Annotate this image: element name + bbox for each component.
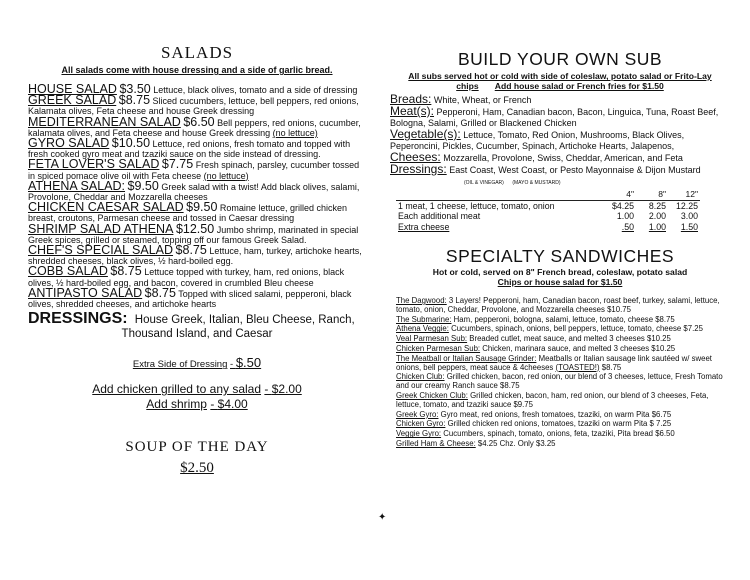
salad-price: $3.50 — [119, 82, 151, 96]
salad-name: SHRIMP SALAD ATHENA — [28, 221, 174, 236]
price-cell: .50 — [621, 221, 634, 232]
sandwich-price: $8.75 — [655, 314, 675, 324]
salad-name: GYRO SALAD — [28, 136, 110, 151]
price-cell: 1.50 — [680, 221, 698, 232]
salad-desc: Greek salad with a twist! Add black olives, salami, Provolone, Cheddar and Mozzarella cheeses — [28, 181, 360, 203]
sub-option-text: White, Wheat, or French — [433, 95, 532, 105]
salad-note: (no lettuce) — [272, 127, 318, 138]
sandwich-note: (TOASTED!) — [555, 362, 600, 372]
list-item — [396, 430, 730, 439]
salad-price: $6.50 — [183, 114, 215, 129]
sandwich-desc: Grilled chicken red onions, tomatoes, tzaziki on warm Pita $ — [447, 419, 654, 429]
sandwich-name: Greek Gyro: — [396, 409, 439, 419]
list-item — [396, 411, 730, 420]
table-row — [396, 211, 700, 222]
sandwich-name: Chicken Parmesan Sub: — [396, 343, 481, 353]
add-shrimp-price: $4.00 — [217, 397, 248, 412]
sandwich-name: Chicken Club: — [396, 372, 445, 382]
salad-item — [28, 95, 366, 116]
sandwich-price: $8.75 — [601, 362, 622, 372]
salad-item — [28, 221, 366, 245]
sandwich-desc: Breaded cutlet, meat sauce, and melted 3 cheeses — [469, 334, 645, 344]
sub-option-dressings — [390, 164, 730, 189]
sandwich-desc: Cucumbers, spinach, tomato, onions, feta, tzaziki, Pita bread — [443, 429, 654, 439]
sub-option-label: Meat(s): — [390, 104, 435, 118]
specialty-title: SPECIALTY SANDWICHES — [445, 246, 675, 266]
extra-side-price: $.50 — [235, 355, 262, 371]
table-row — [396, 200, 700, 211]
sandwich-price: $3.25 — [536, 438, 556, 448]
sandwich-desc: $4.25 Chz. Only — [477, 438, 534, 448]
salad-list — [28, 84, 366, 309]
salad-desc: Sliced cucumbers, lettuce, bell peppers, red onions, Kalamata olives, Feta cheese and house Greek dressing — [28, 96, 359, 117]
sub-option-meats — [390, 106, 730, 129]
specialty-subtitle — [390, 267, 730, 287]
list-item — [396, 325, 730, 334]
add-chicken: Add chicken grilled to any salad - $2.00 — [92, 382, 302, 397]
dressings-text-2: Thousand Island, and Caesar — [121, 328, 273, 341]
price-row-label: Each additional meat — [398, 211, 481, 221]
subs-title: BUILD YOUR OWN SUB — [457, 49, 663, 69]
list-item — [396, 440, 730, 449]
price-row-label: 1 meat, 1 cheese, lettuce, tomato, onion — [396, 200, 604, 211]
sub-options — [390, 94, 730, 189]
sandwich-name: Grilled Ham & Cheese: — [396, 438, 476, 448]
sub-option-label: Cheeses: — [390, 150, 441, 164]
soup-title: SOUP OF THE DAY — [125, 439, 269, 456]
salad-note: (no lettuce) — [203, 170, 249, 181]
specialty-subtitle-line-1: Hot or cold, served on 8" French bread, coleslaw, potato salad — [432, 267, 688, 277]
sandwich-name: Veggie Gyro: — [396, 429, 442, 439]
salad-item — [28, 245, 366, 266]
salad-price: $9.50 — [186, 200, 218, 215]
handwritten-star-icon: ✦ — [378, 512, 387, 523]
sandwich-desc: Cucumbers, spinach, onions, bell peppers, lettuce, tomato, cheese — [451, 324, 682, 334]
salad-desc: Bell peppers, red onions, cucumber, kalamata olives, and Feta cheese and house Greek dressing — [28, 117, 361, 138]
sub-option-text: Mozzarella, Provolone, Swiss, Cheddar, American, and Feta — [443, 153, 683, 163]
list-item — [396, 316, 730, 325]
sandwich-price: $6.50 — [655, 429, 675, 439]
salad-desc: Jumbo shrimp, marinated in special Greek spices, grilled or steamed, topping off our famous Greek Salad. — [28, 224, 359, 245]
sub-option-text: Lettuce, Tomato, Red Onion, Mushrooms, Black Olives, Peperoncini, Pickles, Cucumber, Spinach, Artichoke Hearts, Jalapenos, — [390, 130, 685, 151]
list-item — [396, 297, 730, 315]
add-chicken-label: Add chicken grilled to any salad — [92, 382, 262, 397]
price-table-header — [396, 189, 700, 200]
sub-option-breads — [390, 94, 730, 106]
salad-desc: Lettuce, red onions, fresh tomato and topped with fresh cooked gyro meat and tzaziki sauce on the side instead of dressing. — [28, 139, 351, 160]
salad-item — [28, 266, 366, 287]
sandwiches-column — [390, 0, 730, 450]
price-cell: 1.00 — [648, 221, 666, 232]
sandwich-price: $10.25 — [651, 343, 676, 353]
salad-item — [28, 202, 366, 223]
sub-option-label: Vegetable(s): — [390, 127, 461, 141]
extra-side-label: Extra Side of Dressing — [132, 359, 228, 371]
list-item — [396, 355, 730, 373]
price-header-8in: 8" — [658, 189, 666, 199]
subs-subtitle — [390, 71, 730, 91]
sandwich-name: Veal Parmesan Sub: — [396, 334, 468, 344]
sandwich-desc: Gyro meat, red onions, fresh tomatoes, tzaziki, on warm Pita — [440, 409, 650, 419]
price-header-12in: 12" — [685, 189, 698, 199]
sub-option-label: Dressings: — [390, 162, 447, 176]
subs-subtitle-line-2: chips — [456, 81, 479, 91]
list-item — [396, 392, 730, 410]
sandwich-name: The Dagwood: — [396, 296, 447, 305]
sandwich-name: Chicken Gyro: — [396, 419, 446, 429]
sub-option-vegetables — [390, 129, 730, 152]
list-item — [396, 420, 730, 429]
salad-item — [28, 159, 366, 180]
sandwich-desc: Chicken, marinara sauce, and melted 3 cheeses — [482, 343, 650, 353]
sandwich-price: $7.25 — [683, 324, 703, 334]
salad-desc: Lettuce, black olives, tomato and a side of dressing — [153, 85, 358, 95]
dressings — [28, 312, 366, 341]
add-chicken-price: $2.00 — [271, 382, 302, 397]
sandwich-price: $10.75 — [607, 304, 631, 314]
sandwich-price: 7.25 — [656, 419, 672, 429]
salad-desc: Fresh spinach, parsley, cucumber tossed in spiced pomace olive oil with Feta cheese — [28, 160, 360, 181]
extra-side-dressing: Extra Side of Dressing - $.50 — [132, 355, 262, 371]
sandwich-desc: Meatballs or Italian sausage link sautéed w/ sweet onions, bell peppers, meat sauce & 4cheeses — [396, 353, 712, 372]
price-cell: 8.25 — [636, 200, 668, 211]
salad-desc: Topped with sliced salami, pepperoni, black olives, shredded cheeses, and artichoke hearts — [28, 288, 352, 310]
salad-name: GREEK SALAD — [28, 93, 117, 108]
salad-desc: Romaine lettuce, grilled chicken breast, croutons, Parmesan cheese and tossed in Caesar dressing — [28, 203, 347, 224]
salad-name: CHEF'S SPECIAL SALAD — [28, 243, 174, 258]
salad-price: $10.50 — [111, 136, 151, 151]
sandwich-price: $8.75 — [500, 381, 520, 391]
sandwich-desc: 3 Layers! Pepperoni, ham, Canadian bacon, roast beef, turkey, salami, lettuce, tomato, onion, Cheddar, Provolone, and Mozzarella cheeses — [396, 296, 720, 314]
salads-title: SALADS — [160, 43, 234, 62]
salads-subtitle: All salads come with house dressing and a side of garlic bread. — [61, 65, 333, 75]
sandwich-price: $10.25 — [646, 334, 671, 344]
subs-subtitle-line-1: All subs served hot or cold with side of coleslaw, potato salad or Frito-Lay — [408, 71, 712, 81]
sub-option-small-note: (OIL & VINEGAR) — [464, 180, 504, 186]
salad-name: COBB SALAD — [28, 264, 108, 279]
list-item — [396, 373, 730, 391]
salad-item — [28, 285, 366, 310]
salad-name: MEDITERRANEAN SALAD — [28, 114, 181, 129]
salad-price: $8.75 — [118, 93, 151, 108]
specialty-subtitle-line-2: Chips or house salad for $1.50 — [497, 277, 623, 287]
sandwich-desc: Ham, pepperoni, bologna, salami, lettuce, tomato, cheese — [453, 314, 654, 324]
salad-name: ANTIPASTO SALAD — [28, 285, 143, 300]
price-cell: 12.25 — [668, 200, 700, 211]
dressings-text: House Greek, Italian, Bleu Cheese, Ranch, — [134, 314, 355, 327]
sandwich-name: The Meatball or Italian Sausage Grinder: — [396, 353, 537, 363]
salad-item — [28, 138, 366, 159]
salad-price: $12.50 — [175, 221, 215, 236]
sub-option-text: Pepperoni, Ham, Canadian bacon, Bacon, Linguica, Tuna, Roast Beef, Bologna, Salami, Grilled or Blackened Chicken — [390, 107, 719, 128]
sub-option-label: Breads: — [390, 92, 432, 106]
salad-price: $8.75 — [175, 243, 207, 258]
price-cell: 2.00 — [648, 211, 666, 221]
salad-name: CHICKEN CAESAR SALAD — [28, 200, 184, 215]
salad-item — [28, 178, 366, 203]
list-item — [396, 335, 730, 344]
sandwich-price: $6.75 — [651, 409, 672, 419]
sandwich-name: Athena Veggie: — [396, 324, 449, 334]
sub-option-small-note-2: (MAYO & MUSTARD) — [512, 180, 561, 186]
sandwich-desc: Grilled chicken, bacon, ham, red onion, our blend of 3 cheeses, Feta, lettuce, tomato, and tzaziki sauce — [396, 390, 709, 409]
salads-column — [28, 0, 366, 477]
salad-name: HOUSE SALAD — [28, 82, 117, 96]
salad-name: ATHENA SALAD: — [28, 178, 126, 193]
salad-price: $9.50 — [127, 178, 159, 193]
list-item — [396, 345, 730, 354]
salad-item — [28, 114, 366, 138]
salad-desc: Lettuce, ham, turkey, artichoke hearts, shredded cheeses, black olives, ½ hard-boiled egg. — [28, 246, 362, 267]
sandwich-name: Greek Chicken Club: — [396, 390, 468, 400]
price-header-4in: 4" — [626, 189, 634, 199]
subs-subtitle-line-3: Add house salad or French fries for $1.50 — [494, 81, 664, 91]
add-shrimp: Add shrimp - $4.00 — [146, 397, 248, 412]
price-cell: $4.25 — [604, 200, 636, 211]
dressings-label: DRESSINGS: — [28, 310, 128, 328]
sub-price-table — [396, 189, 700, 232]
price-cell: 3.00 — [680, 211, 698, 221]
sandwich-desc: Grilled chicken, bacon, red onion, our blend of 3 cheeses, lettuce, Fresh Tomato and our creamy Ranch sauce — [396, 372, 723, 391]
price-cell: 1.00 — [616, 211, 634, 221]
soup-price: $2.50 — [180, 460, 214, 477]
sub-option-text: East Coast, West Coast, or Pesto Mayonnaise & Dijon Mustard — [449, 165, 701, 175]
salad-name: FETA LOVER'S SALAD — [28, 157, 160, 172]
sandwich-name: The Submarine: — [396, 314, 452, 324]
sandwich-price: $9.75 — [513, 399, 533, 409]
price-row-label: Extra cheese — [398, 221, 450, 232]
salad-price: $8.75 — [110, 264, 142, 279]
table-row — [396, 222, 700, 233]
salad-price: $8.75 — [144, 285, 176, 300]
add-shrimp-label: Add shrimp — [146, 397, 207, 412]
salad-desc: Lettuce topped with turkey, ham, red onions, black olives, ½ hard-boiled egg, and bacon, covered in crumbled Bleu cheese — [28, 267, 345, 288]
specialty-list — [390, 297, 730, 449]
salad-price: $7.75 — [161, 157, 194, 172]
